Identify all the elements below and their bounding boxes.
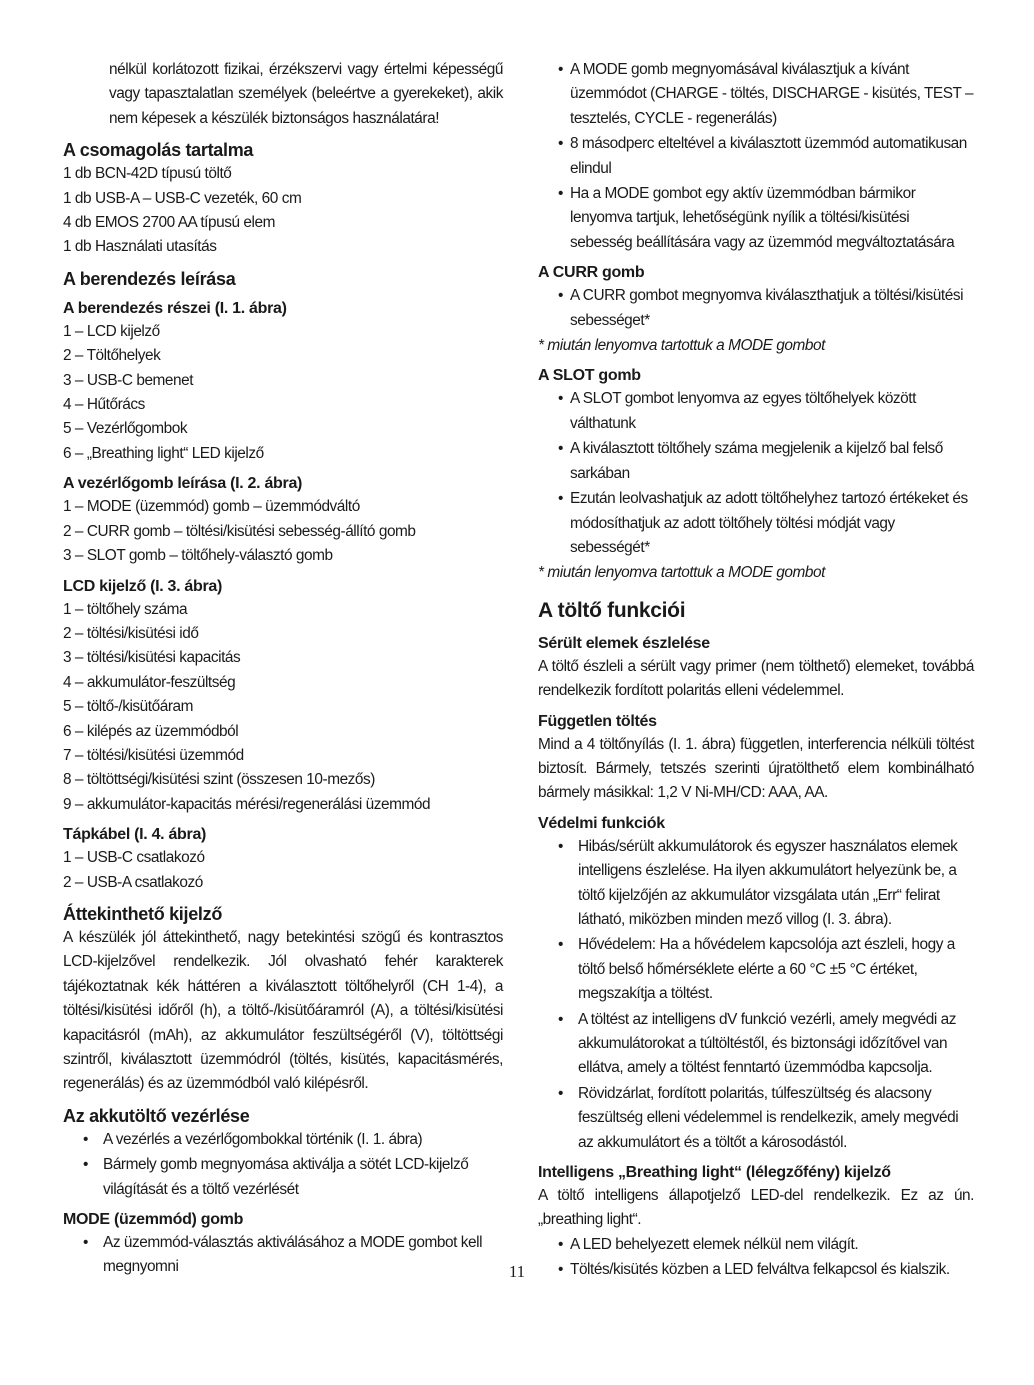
list-item: 9 – akkumulátor-kapacitás mérési/regenerálási üzemmód [63,795,431,813]
list-item: 2 – Töltőhelyek [63,347,161,365]
parts-list [63,320,503,466]
parts-heading: A berendezés részei (I. 1. ábra) [63,299,287,317]
list-item: 1 – MODE (üzemmód) gomb – üzemmódváltó [63,498,360,516]
list-item: • Ha a MODE gombot egy aktív üzemmódban bármikor lenyomva tartjuk, lehetőségünk nyílik a töltési/kisütési sebesség beállítására vagy az üzemmód megváltoztatására [538,182,974,255]
display-text: A készülék jól áttekinthető, nagy betekintési szögű és kontrasztos LCD-kijelzővel rendelkezik. Jól olvasható fehér karakterek tájékoztatnak kék háttéren a kiválasztott töltőhelyről (CH 1-4), a töltési/kisütési időről (h), a töltő-/kisütőáramról (A), a töltési/kisütési kapacitásról (mAh), az akkumulátor feszültségéről (V), töltöttségi szintről, kiválasztott üzemmódról (töltés, kisütés, kapacitásmérés, regenerálás) és az üzemmódból való kilépésről. [63,928,503,1093]
control-list [63,1128,503,1202]
list-item: 6 – kilépés az üzemmódból [63,722,239,740]
damaged-text: A töltő észleli a sérült vagy primer (nem tölthető) elemeket, továbbá rendelkezik fordított polaritás elleni védelemmel. [538,657,974,700]
package-heading: A csomagolás tartalma [63,140,254,161]
mode-heading: MODE (üzemmód) gomb [63,1211,244,1229]
list-item: 5 – töltő-/kisütőáram [63,698,193,716]
list-item: 2 – USB-A csatlakozó [63,873,203,891]
list-item: 3 – USB-C bemenet [63,371,194,389]
lcd-list [63,598,503,818]
right-column [538,58,974,1284]
list-item: 2 – töltési/kisütési idő [63,624,199,642]
list-item: 1 db USB-A – USB-C vezeték, 60 cm [63,189,302,207]
independent-text: Mind a 4 töltőnyílás (I. 1. ábra) független, interferencia nélküli töltést biztosít. Bármely, tetszés szerinti újratölthető elem kombinálható bármely másikkal: 1,2 V Ni-MH/CD: AAA, AA. [538,735,974,802]
intro-text: nélkül korlátozott fizikai, érzékszervi vagy értelmi képességű vagy tapasztalatlan személyek (beleértve a gyerekeket), akik nem képesek a készülék biztonságos használatára! [109,61,503,127]
list-item: 3 – SLOT gomb – töltőhely-választó gomb [63,547,333,565]
list-item: • Töltés/kisütés közben a LED felváltva felkapcsol és kialszik. [538,1258,974,1282]
list-item: 7 – töltési/kisütési üzemmód [63,746,244,764]
list-item: • A vezérlés a vezérlőgombokkal történik (I. 1. ábra) [63,1128,503,1152]
controls-list [63,495,503,568]
slot-note: * miután lenyomva tartottuk a MODE gombot [538,564,825,582]
list-item: 1 – LCD kijelző [63,322,160,340]
list-item: • Rövidzárlat, fordított polaritás, túlfeszültség és alacsony feszültség elleni védelemmel is rendelkezik, amely megvédi az akkumulátort és a töltőt a károsodástól. [538,1082,974,1155]
list-item: • Hibás/sérült akkumulátorok és egyszer használatos elemek intelligens észlelése. Ha ilyen akkumulátort helyezünk be, a töltő kijelzőjén az akkumulátor vizsgálata után „Err“ felirat látható, miközben minden mező villog (I. 3. ábra). [538,835,974,933]
list-item: • Bármely gomb megnyomása aktiválja a sötét LCD-kijelző világítását és a töltő vezérlését [63,1153,503,1202]
list-item: 2 – CURR gomb – töltési/kisütési sebesség-állító gomb [63,522,416,540]
list-item: 4 – akkumulátor-feszültség [63,673,236,691]
list-item: 6 – „Breathing light“ LED kijelző [63,444,264,462]
independent-heading: Független töltés [538,712,657,730]
list-item: 4 – Hűtőrács [63,396,145,414]
display-heading: Áttekinthető kijelző [63,903,223,924]
list-item: • 8 másodperc elteltével a kiválasztott üzemmód automatikusan elindul [538,132,974,181]
lcd-heading: LCD kijelző (I. 3. ábra) [63,577,223,595]
list-item: 5 – Vezérlőgombok [63,420,188,438]
functions-heading: A töltő funkciói [538,598,686,622]
controls-heading: A vezérlőgomb leírása (I. 2. ábra) [63,475,303,493]
list-item: 3 – töltési/kisütési kapacitás [63,649,241,667]
package-list [63,162,503,260]
breathing-text: A töltő intelligens állapotjelző LED-del rendelkezik. Ez az ún. „breathing light“. [538,1187,974,1229]
list-item: 4 db EMOS 2700 AA típusú elem [63,214,275,232]
list-item: 1 – USB-C csatlakozó [63,849,205,867]
protection-heading: Védelmi funkciók [538,814,665,832]
mode-items-list [538,58,974,255]
cable-heading: Tápkábel (I. 4. ábra) [63,826,207,844]
slot-list [538,387,974,560]
protection-list [538,835,974,1155]
list-item: • Az üzemmód-választás aktiválásához a MODE gombot kell megnyomni [63,1231,503,1280]
damaged-heading: Sérült elemek észlelése [538,634,710,652]
list-item: 1 db Használati utasítás [63,238,217,256]
cable-list [63,846,503,895]
slot-heading: A SLOT gomb [538,367,641,385]
list-item: • Ezután leolvashatjuk az adott töltőhelyhez tartozó értékeket és módosíthatjuk az adott töltőhely töltési módját vagy sebességét* [538,487,974,560]
page-number: 11 [508,1262,526,1281]
list-item: • A SLOT gombot lenyomva az egyes töltőhelyek között válthatunk [538,387,974,436]
list-item: • A CURR gombot megnyomva kiválaszthatjuk a töltési/kisütési sebességet* [538,284,974,333]
list-item: 1 db BCN-42D típusú töltő [63,165,232,183]
list-item: • A MODE gomb megnyomásával kiválasztjuk a kívánt üzemmódot (CHARGE - töltés, DISCHARGE - kisütés, TEST – tesztelés, CYCLE - regenerálás) [538,58,974,131]
list-item: • A kiválasztott töltőhely száma megjelenik a kijelző bal felső sarkában [538,437,974,486]
list-item: 8 – töltöttségi/kisütési szint (összesen 10-mezős) [63,771,375,789]
list-item: • A töltést az intelligens dV funkció vezérli, amely megvédi az akkumulátorokat a túltöltéstől, és biztonsági időzítővel van ellátva, amely a töltést fenntartó üzemmódba kapcsolja. [538,1008,974,1081]
left-column [63,58,503,1281]
list-item: • Hővédelem: Ha a hővédelem kapcsolója azt észleli, hogy a töltő belső hőmérséklete elérte a 60 °C ±5 °C értéket, megszakítja a töltést. [538,933,974,1006]
list-item: • A LED behelyezett elemek nélkül nem világít. [538,1233,974,1257]
list-item: 1 – töltőhely száma [63,600,188,618]
control-heading: Az akkutöltő vezérlése [63,1105,250,1126]
curr-heading: A CURR gomb [538,264,645,282]
device-heading: A berendezés leírása [63,268,236,289]
curr-list [538,284,974,333]
breathing-heading: Intelligens „Breathing light“ (lélegzőfény) kijelző [538,1164,891,1182]
curr-note: * miután lenyomva tartottuk a MODE gombot [538,337,825,355]
